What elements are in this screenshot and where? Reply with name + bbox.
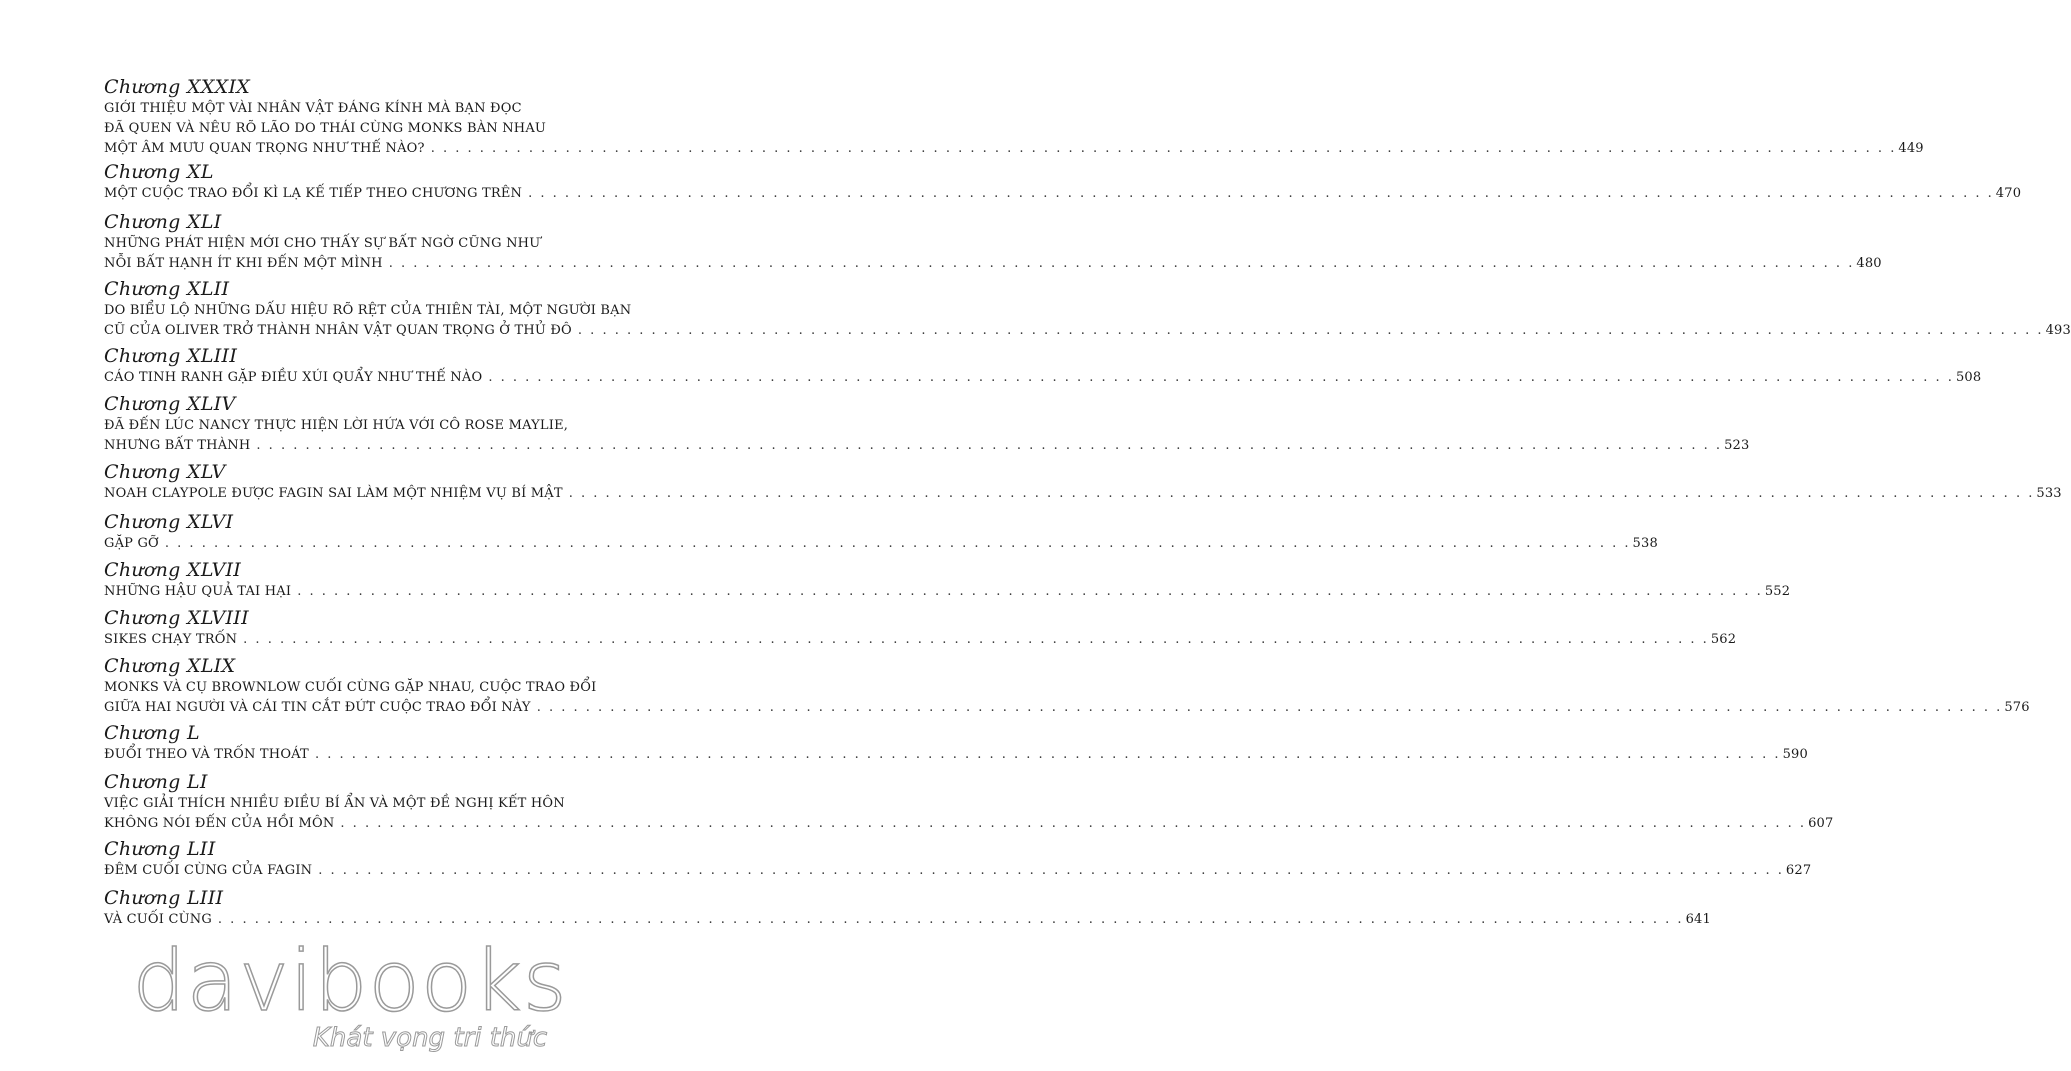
chapter-title-text: GẶP GỠ	[104, 536, 159, 551]
chapter-title-text: ĐÊM CUỐI CÙNG CỦA FAGIN	[104, 863, 313, 878]
chapter-title-text: MỘT CUỘC TRAO ĐỔI KÌ LẠ KẾ TIẾP THEO CHƯƠNG TRÊN	[104, 186, 523, 201]
chapter-title-line	[104, 861, 1812, 881]
toc-entry	[104, 161, 2022, 204]
chapter-heading: Chương XLIX	[104, 655, 236, 677]
dot-leader: . . . . . . . . . . . . . . . . . . . . . . . . . . . . . . . . . . . . . . . . . . . . . . . . . . . . . . . . . . . . . . . . . . . . . . . . . . . . . . . . . . . . . . . . . . . . . . . . . . . . . . . . . . . . . . . . . . . . . . . .	[318, 863, 1784, 878]
chapter-title-text: DO BIỂU LỘ NHỮNG DẤU HIỆU RÕ RỆT CỦA THIÊN TÀI, MỘT NGƯỜI BẠN	[104, 303, 632, 318]
chapter-heading: Chương LII	[104, 838, 216, 860]
chapter-title-text: MỘT ÂM MƯU QUAN TRỌNG NHƯ THẾ NÀO?	[104, 141, 425, 156]
chapter-title-line	[104, 119, 630, 139]
chapter-heading: Chương XLVI	[104, 511, 234, 533]
page-number: 449	[1898, 141, 1924, 156]
chapter-title-text: VIỆC GIẢI THÍCH NHIỀU ĐIỀU BÍ ẨN VÀ MỘT ĐỀ NGHỊ KẾT HÔN	[104, 796, 565, 811]
dot-leader: . . . . . . . . . . . . . . . . . . . . . . . . . . . . . . . . . . . . . . . . . . . . . . . . . . . . . . . . . . . . . . . . . . . . . . . . . . . . . . . . . . . . . . . . . . . . . . . . . . . . . . . . . . . . . . . . . . . . . . . .	[164, 536, 1631, 551]
chapter-heading: Chương XLIII	[104, 345, 238, 367]
chapter-title-text: NHỮNG PHÁT HIỆN MỚI CHO THẤY SỰ BẤT NGỜ CŨNG NHƯ	[104, 236, 541, 251]
toc-entry	[104, 461, 2062, 504]
chapter-heading: Chương XLI	[104, 211, 222, 233]
chapter-title-line	[104, 534, 1658, 554]
page-number: 576	[2004, 700, 2030, 715]
toc-entry	[104, 559, 1791, 602]
chapter-heading: Chương XLII	[104, 278, 230, 300]
chapter-heading: Chương XLIV	[104, 393, 236, 415]
dot-leader: . . . . . . . . . . . . . . . . . . . . . . . . . . . . . . . . . . . . . . . . . . . . . . . . . . . . . . . . . . . . . . . . . . . . . . . . . . . . . . . . . . . . . . . . . . . . . . . . . . . . . . . . . . . . . . . . . . . . . . . .	[340, 816, 1807, 831]
chapter-title-text: KHÔNG NÓI ĐẾN CỦA HỒI MÔN	[104, 816, 335, 831]
page-number: 627	[1785, 863, 1812, 878]
page-number: 552	[1764, 584, 1791, 599]
chapter-title-line	[104, 301, 630, 321]
dot-leader: . . . . . . . . . . . . . . . . . . . . . . . . . . . . . . . . . . . . . . . . . . . . . . . . . . . . . . . . . . . . . . . . . . . . . . . . . . . . . . . . . . . . . . . . . . . . . . . . . . . . . . . . . . . . . . . . . . . . . . . .	[388, 256, 1855, 271]
chapter-title-line	[104, 814, 1834, 834]
dot-leader: . . . . . . . . . . . . . . . . . . . . . . . . . . . . . . . . . . . . . . . . . . . . . . . . . . . . . . . . . . . . . . . . . . . . . . . . . . . . . . . . . . . . . . . . . . . . . . . . . . . . . . . . . . . . . . . . . . . . . . . .	[488, 370, 1954, 385]
toc-entry	[104, 771, 1834, 834]
page-number: 470	[1995, 186, 2022, 201]
chapter-title-text: SIKES CHẠY TRỐN	[104, 632, 238, 647]
chapter-title-line	[104, 139, 1924, 159]
page-number: 538	[1632, 536, 1658, 551]
davibooks-watermark	[0, 932, 700, 1053]
chapter-heading: Chương L	[104, 722, 200, 744]
chapter-heading: Chương XXXIX	[104, 76, 251, 98]
chapter-title-line	[104, 745, 1808, 765]
toc-entry	[104, 278, 2071, 341]
toc-entry	[104, 76, 1924, 159]
toc-entry	[104, 393, 1750, 456]
dot-leader: . . . . . . . . . . . . . . . . . . . . . . . . . . . . . . . . . . . . . . . . . . . . . . . . . . . . . . . . . . . . . . . . . . . . . . . . . . . . . . . . . . . . . . . . . . . . . . . . . . . . . . . . . . . . . . . . . . . . . . . .	[256, 438, 1723, 453]
dot-leader: . . . . . . . . . . . . . . . . . . . . . . . . . . . . . . . . . . . . . . . . . . . . . . . . . . . . . . . . . . . . . . . . . . . . . . . . . . . . . . . . . . . . . . . . . . . . . . . . . . . . . . . . . . . . . . . . . . . . . . . .	[568, 486, 2035, 501]
chapter-title-text: NHỮNG HẬU QUẢ TAI HẠI	[104, 584, 292, 599]
chapter-title-text: GIỮA HAI NGƯỜI VÀ CÁI TIN CẮT ĐỨT CUỘC TRAO ĐỔI NÀY	[104, 700, 531, 715]
page-number: 562	[1710, 632, 1737, 647]
chapter-title-line	[104, 630, 1737, 650]
page-number: 480	[1856, 256, 1882, 271]
chapter-heading: Chương XLVII	[104, 559, 242, 581]
chapter-title-line	[104, 910, 1711, 930]
chapter-title-text: GIỚI THIỆU MỘT VÀI NHÂN VẬT ĐÁNG KÍNH MÀ BẠN ĐỌC	[104, 101, 522, 116]
chapter-title-line	[104, 582, 1791, 602]
toc-entry	[104, 511, 1658, 554]
chapter-heading: Chương LI	[104, 771, 208, 793]
dot-leader: . . . . . . . . . . . . . . . . . . . . . . . . . . . . . . . . . . . . . . . . . . . . . . . . . . . . . . . . . . . . . . . . . . . . . . . . . . . . . . . . . . . . . . . . . . . . . . . . . . . . . . . . . . . . . . . . . . . . . . . .	[536, 700, 2003, 715]
toc-entry	[104, 607, 1737, 650]
chapter-heading: Chương XLV	[104, 461, 226, 483]
page-number: 641	[1685, 912, 1711, 927]
chapter-title-line	[104, 436, 1750, 456]
page-number: 508	[1955, 370, 1982, 385]
chapter-title-line	[104, 368, 1982, 388]
chapter-title-line	[104, 794, 630, 814]
chapter-title-line	[104, 698, 2030, 718]
dot-leader: . . . . . . . . . . . . . . . . . . . . . . . . . . . . . . . . . . . . . . . . . . . . . . . . . . . . . . . . . . . . . . . . . . . . . . . . . . . . . . . . . . . . . . . . . . . . . . . . . . . . . . . . . . . . . . . . . . . . . . . .	[577, 323, 2044, 338]
page-number: 590	[1782, 747, 1808, 762]
chapter-heading: Chương XLVIII	[104, 607, 249, 629]
toc-entry	[104, 345, 1982, 388]
dot-leader: . . . . . . . . . . . . . . . . . . . . . . . . . . . . . . . . . . . . . . . . . . . . . . . . . . . . . . . . . . . . . . . . . . . . . . . . . . . . . . . . . . . . . . . . . . . . . . . . . . . . . . . . . . . . . . . . . . . . . . . .	[314, 747, 1781, 762]
chapter-title-line	[104, 254, 1882, 274]
watermark-slogan: Khát vọng tri thức	[312, 1023, 548, 1053]
toc-entry	[104, 722, 1808, 765]
chapter-title-line	[104, 321, 2071, 341]
page-number: 493	[2045, 323, 2071, 338]
page-number: 533	[2036, 486, 2062, 501]
chapter-title-line	[104, 416, 630, 436]
page-number: 607	[1808, 816, 1834, 831]
chapter-title-text: ĐÃ QUEN VÀ NÊU RÕ LÃO DO THÁI CÙNG MONKS BÀN NHAU	[104, 121, 547, 136]
chapter-title-text: CŨ CỦA OLIVER TRỞ THÀNH NHÂN VẬT QUAN TRỌNG Ở THỦ ĐÔ	[104, 323, 572, 338]
chapter-title-text: VÀ CUỐI CÙNG	[104, 912, 212, 927]
chapter-title-text: NHƯNG BẤT THÀNH	[104, 438, 251, 453]
chapter-title-line	[104, 678, 630, 698]
chapter-title-line	[104, 484, 2062, 504]
toc-entry	[104, 211, 1882, 274]
dot-leader: . . . . . . . . . . . . . . . . . . . . . . . . . . . . . . . . . . . . . . . . . . . . . . . . . . . . . . . . . . . . . . . . . . . . . . . . . . . . . . . . . . . . . . . . . . . . . . . . . . . . . . . . . . . . . . . . . . . . . . . .	[217, 912, 1684, 927]
toc-entry	[104, 838, 1812, 881]
watermark-logo: davibooks	[132, 932, 568, 1030]
chapter-title-line	[104, 99, 630, 119]
chapter-heading: Chương LIII	[104, 887, 224, 909]
chapter-title-text: NOAH CLAYPOLE ĐƯỢC FAGIN SAI LÀM MỘT NHIỆM VỤ BÍ MẬT	[104, 486, 563, 501]
chapter-heading: Chương XL	[104, 161, 214, 183]
chapter-title-text: ĐÃ ĐẾN LÚC NANCY THỰC HIỆN LỜI HỨA VỚI CÔ ROSE MAYLIE,	[104, 418, 569, 433]
toc-entry	[104, 887, 1711, 930]
dot-leader: . . . . . . . . . . . . . . . . . . . . . . . . . . . . . . . . . . . . . . . . . . . . . . . . . . . . . . . . . . . . . . . . . . . . . . . . . . . . . . . . . . . . . . . . . . . . . . . . . . . . . . . . . . . . . . . . . . . . . . . .	[243, 632, 1709, 647]
chapter-title-text: ĐUỔI THEO VÀ TRỐN THOÁT	[104, 747, 309, 762]
dot-leader: . . . . . . . . . . . . . . . . . . . . . . . . . . . . . . . . . . . . . . . . . . . . . . . . . . . . . . . . . . . . . . . . . . . . . . . . . . . . . . . . . . . . . . . . . . . . . . . . . . . . . . . . . . . . . . . . . . . . . . . .	[297, 584, 1763, 599]
chapter-title-text: NỖI BẤT HẠNH ÍT KHI ĐẾN MỘT MÌNH	[104, 256, 383, 271]
chapter-title-line	[104, 234, 630, 254]
chapter-title-text: MONKS VÀ CỤ BROWNLOW CUỐI CÙNG GẶP NHAU, CUỘC TRAO ĐỔI	[104, 680, 597, 695]
page-number: 523	[1724, 438, 1750, 453]
toc-entry	[104, 655, 2030, 718]
dot-leader: . . . . . . . . . . . . . . . . . . . . . . . . . . . . . . . . . . . . . . . . . . . . . . . . . . . . . . . . . . . . . . . . . . . . . . . . . . . . . . . . . . . . . . . . . . . . . . . . . . . . . . . . . . . . . . . . . . . . . . . .	[430, 141, 1897, 156]
chapter-title-text: CÁO TINH RANH GẶP ĐIỀU XÚI QUẨY NHƯ THẾ NÀO	[104, 370, 483, 385]
dot-leader: . . . . . . . . . . . . . . . . . . . . . . . . . . . . . . . . . . . . . . . . . . . . . . . . . . . . . . . . . . . . . . . . . . . . . . . . . . . . . . . . . . . . . . . . . . . . . . . . . . . . . . . . . . . . . . . . . . . . . . . .	[528, 186, 1994, 201]
chapter-title-line	[104, 184, 2022, 204]
